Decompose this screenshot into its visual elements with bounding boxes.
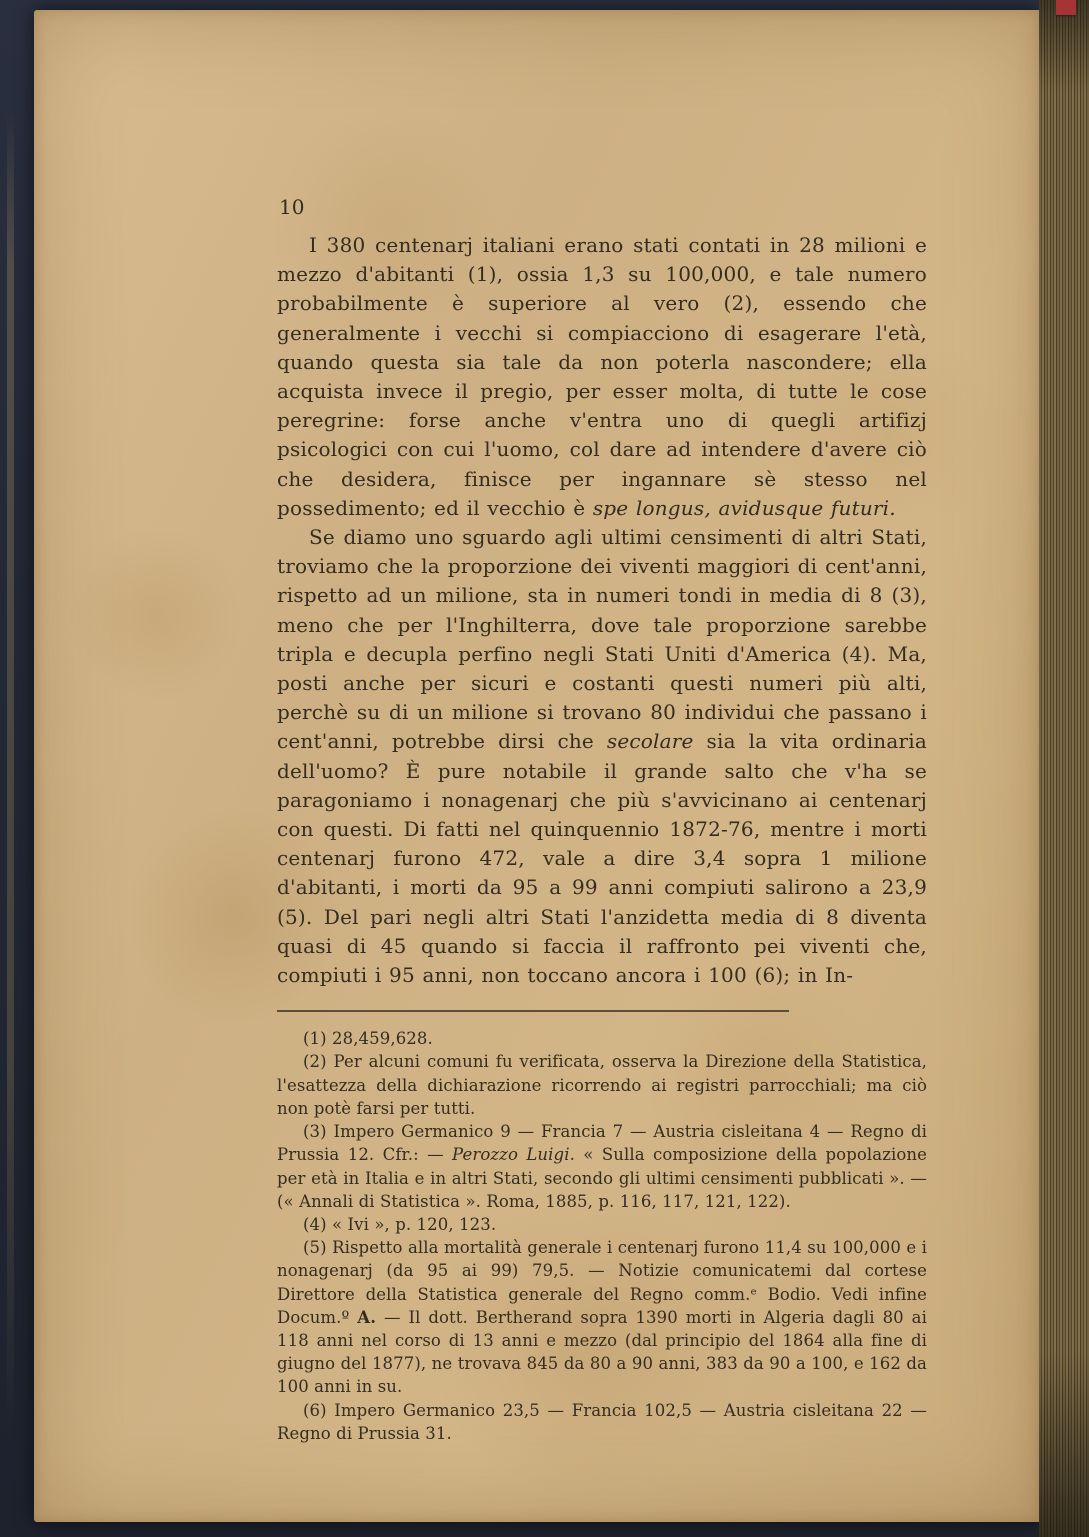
text-segment-italic: Perozzo Luigi.	[452, 1145, 575, 1165]
bookmark-tab	[1056, 0, 1076, 15]
footnotes	[277, 1027, 927, 1445]
text-segment: (3) Impero Germanico 9 — Francia 7 — Austria cisleitana 4 — Regno di Prussia 12. Cfr.: —	[277, 1122, 927, 1165]
book-page	[34, 10, 1039, 1522]
text-segment: (1) 28,459,628.	[303, 1029, 433, 1049]
footnote-2	[277, 1050, 927, 1120]
text-segment: sia la vita ordinaria dell'uomo? È pure notabile il grande salto che v'ha se paragoniamo i nonagenarj che più s'avvicinano ai centenarj con questi. Di fatti nel quinquennio 1872-76, mentre i morti centenarj furono 472, vale a dire 3,4 sopra 1 milione d'abitanti, i morti da 95 a 99 anni compiuti salirono a 23,9 (5). Del pari negli altri Stati l'anzidetta media di 8 diventa quasi di 45 quando si faccia il raffronto pei viventi che, compiuti i 95 anni, non toccano ancora i 100 (6); in In-	[277, 729, 927, 988]
footnote-4	[277, 1213, 927, 1236]
book-fore-edge	[1039, 0, 1089, 1537]
body-text	[277, 231, 927, 990]
footnote-1	[277, 1027, 927, 1050]
text-segment-italic: spe longus, avidusque futuri.	[592, 495, 896, 520]
paragraph-1	[277, 231, 927, 523]
text-segment: (2) Per alcuni comuni fu verificata, osserva la Direzione della Statistica, l'esattezza della dichiarazione ricorrendo ai registri parrocchiali; ma ciò non potè farsi per tutti.	[277, 1052, 927, 1118]
paragraph-2	[277, 523, 927, 990]
text-segment: (5) Rispetto alla mortalità generale i centenarj furono 11,4 su 100,000 e i nonagenarj (da 95 ai 99) 79,5. — Notizie comunicatemi dal cortese Direttore della Statistica generale del Regno comm.ᵉ Bodio. Vedi infine Docum.º	[277, 1238, 927, 1327]
page-number: 10	[279, 195, 305, 219]
adjacent-page-edge	[7, 110, 14, 1430]
text-segment: I 380 centenarj italiani erano stati contati in 28 milioni e mezzo d'abitanti (1), ossia 1,3 su 100,000, e tale numero probabilmente è superiore al vero (2), essendo che generalmente i vecchi si compiacciono di esagerare l'età, quando questa sia tale da non poterla nascondere; ella acquista invece il pregio, per esser molta, di tutte le cose peregrine: forse anche v'entra uno di quegli artifizj psicologici con cui l'uomo, col dare ad intendere d'avere ciò che desidera, finisce per ingannare sè stesso nel possedimento; ed il vecchio è	[277, 233, 927, 520]
text-segment: (6) Impero Germanico 23,5 — Francia 102,5 — Austria cisleitana 22 — Regno di Prussia 31.	[277, 1400, 927, 1443]
text-segment-bold: A.	[357, 1307, 377, 1327]
text-segment: — Il dott. Bertherand sopra 1390 morti in Algeria dagli 80 ai 118 anni nel corso di 13 anni e mezzo (dal principio del 1864 alla fine di giugno del 1877), ne trovava 845 da 80 a 90 anni, 383 da 90 a 100, e 162 da 100 anni in su.	[277, 1307, 927, 1397]
text-segment: (4) « Ivi », p. 120, 123.	[303, 1214, 497, 1234]
text-segment: « Sulla composizione della popolazione per età in Italia e in altri Stati, secondo gli ultimi censimenti pubblicati ». — (« Annali di Statistica ». Roma, 1885, p. 116, 117, 121, 122).	[277, 1145, 927, 1211]
text-column	[277, 195, 927, 1445]
footnote-5	[277, 1236, 927, 1398]
footnote-3	[277, 1120, 927, 1213]
text-segment: Se diamo uno sguardo agli ultimi censimenti di altri Stati, troviamo che la proporzione dei viventi maggiori di cent'anni, rispetto ad un milione, sta in numeri tondi in media di 8 (3), meno che per l'Inghilterra, dove tale proporzione sarebbe tripla e decupla perfino negli Stati Uniti d'America (4). Ma, posti anche per sicuri e costanti questi numeri più alti, perchè su di un milione si trovano 80 individui che passano i cent'anni, potrebbe dirsi che	[277, 525, 927, 754]
text-segment-italic: secolare	[606, 729, 694, 754]
footnote-separator	[277, 1010, 789, 1012]
footnote-6	[277, 1399, 927, 1445]
